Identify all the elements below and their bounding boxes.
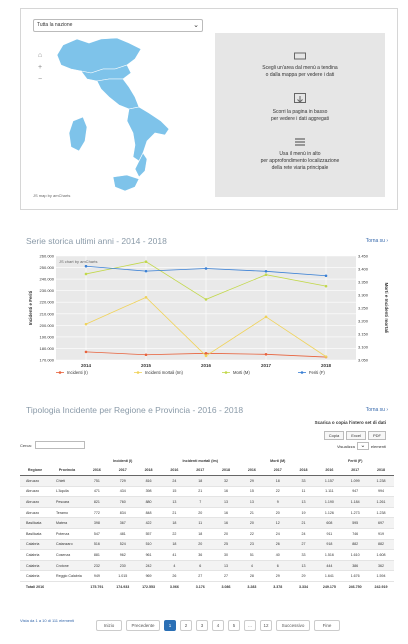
table-cell: 18 [187, 529, 213, 540]
region-select-value: Tutta la nazione [37, 22, 73, 28]
table-cell: 6 [187, 560, 213, 571]
data-point [325, 355, 328, 358]
table-cell: 20 [187, 507, 213, 518]
table-cell: 481 [110, 529, 136, 540]
info-text: Scorri la pagina in basso [272, 109, 328, 115]
table-cell: 1.238 [368, 507, 394, 518]
table-row[interactable] [20, 476, 394, 487]
table-cell: 608 [316, 518, 342, 529]
legend-label: Incidenti (I) [67, 370, 88, 375]
download-label: Scarica o copia l'intero set di dati [314, 420, 386, 425]
legend-marker [137, 371, 140, 374]
table-cell: 1.273 [342, 507, 368, 518]
table-cell: 20 [239, 518, 265, 529]
y-tick-label-left: 260.000 [39, 253, 54, 259]
table-cell: 1.099 [342, 476, 368, 487]
table-cell: 362 [368, 560, 394, 571]
column-header[interactable]: 2017 [110, 465, 136, 476]
table-cell: 557 [136, 529, 162, 540]
info-item-scroll [215, 93, 385, 123]
table-cell: 510 [136, 539, 162, 550]
table-cell: 27 [213, 571, 239, 582]
info-box [215, 33, 385, 197]
table-cell: 1.641 [316, 571, 342, 582]
table-cell: 398 [84, 518, 110, 529]
table-cell: 22 [161, 529, 187, 540]
table-cell: 29 [291, 571, 317, 582]
table-cell: 18 [187, 476, 213, 487]
table-cell: 772 [84, 507, 110, 518]
data-table [20, 456, 394, 592]
pager-page-button[interactable]: 3 [196, 620, 208, 631]
y-tick-label-left: 190.000 [39, 334, 54, 340]
torna-su-link[interactable]: Torna su › [365, 407, 388, 413]
table-cell: 51 [239, 550, 265, 561]
table-cell: 760 [110, 497, 136, 508]
table-cell: Reggio Calabria [50, 571, 84, 582]
table-cell: 11 [291, 486, 317, 497]
table-cell: 26 [161, 571, 187, 582]
totals-cell: 175.791 [84, 582, 110, 593]
hamburger-icon [294, 137, 306, 147]
group-header-incidenti: Incidenti (I) [113, 458, 133, 463]
table-cell: 13 [291, 560, 317, 571]
y-tick-label-left: 220.000 [39, 299, 54, 305]
table-cell: 961 [136, 550, 162, 561]
table-cell: 19 [291, 507, 317, 518]
totals-row [20, 582, 394, 593]
group-header-morti: Morti (M) [270, 458, 286, 463]
y-tick-label-left: 200.000 [39, 322, 54, 328]
table-cell: 25 [213, 539, 239, 550]
table-cell: Potenza [50, 529, 84, 540]
legend-marker [225, 371, 228, 374]
y-tick-label-left: 230.000 [39, 288, 54, 294]
pager-page-button[interactable]: 4 [212, 620, 224, 631]
data-point [85, 273, 88, 276]
table-cell: 13 [213, 497, 239, 508]
table-cell: 27 [291, 539, 317, 550]
map-region-center [97, 79, 139, 109]
legend-label: Feriti (F) [309, 370, 325, 375]
pager-page-button[interactable]: 5 [228, 620, 240, 631]
table-row[interactable] [20, 497, 394, 508]
data-point [205, 298, 208, 301]
table-cell: 21 [291, 518, 317, 529]
data-point [325, 285, 328, 288]
page-length-select[interactable]: ⌄ [357, 442, 369, 450]
table-cell: 834 [110, 507, 136, 518]
table-row[interactable] [20, 560, 394, 571]
table-cell: 1.608 [368, 550, 394, 561]
table-cell: 13 [291, 497, 317, 508]
table-cell: Pescara [50, 497, 84, 508]
column-header[interactable]: 2017 [342, 465, 368, 476]
group-header-empty [20, 456, 84, 465]
table-cell: 1.594 [368, 571, 394, 582]
table-cell: 20 [187, 539, 213, 550]
info-item-menu [215, 137, 385, 172]
info-text: della rete viaria principale [271, 165, 329, 171]
table-cell: 24 [161, 476, 187, 487]
totals-cell: Totali 2016 [20, 582, 50, 593]
table-cell: 881 [84, 550, 110, 561]
table-cell: 230 [110, 560, 136, 571]
table-cell: 547 [84, 529, 110, 540]
scroll-down-icon [294, 93, 306, 105]
series-title: Serie storica ultimi anni - 2014 - 2018 [26, 236, 167, 246]
table-cell: 18 [161, 539, 187, 550]
table-cell: 12 [265, 518, 291, 529]
data-point [85, 265, 88, 268]
table-cell: 242 [136, 560, 162, 571]
table-cell: 232 [84, 560, 110, 571]
table-cell: Crotone [50, 560, 84, 571]
info-text: Scegli un'area dal menù a tendina [262, 65, 338, 71]
table-cell: 969 [136, 571, 162, 582]
totals-cell: 3.086 [213, 582, 239, 593]
column-header[interactable]: 2018 [136, 465, 162, 476]
table-cell: 1.157 [316, 476, 342, 487]
column-header[interactable]: 2016 [161, 465, 187, 476]
data-point [265, 270, 268, 273]
table-cell: 1.676 [342, 571, 368, 582]
table-cell: 821 [84, 497, 110, 508]
table-cell: 16 [213, 507, 239, 518]
info-text: per vedere i dati aggregati [270, 116, 330, 122]
table-cell: 848 [136, 507, 162, 518]
column-header[interactable]: 2016 [316, 465, 342, 476]
table-cell: 20 [265, 507, 291, 518]
pager-last-button[interactable]: Fine [314, 620, 340, 631]
y-tick-label-right: 3.450 [358, 253, 369, 259]
y-tick-label-right: 3.350 [358, 279, 369, 285]
elementi-label: elementi [370, 443, 386, 449]
table-info: Vista da 1 a 10 di 111 elementi [20, 618, 75, 623]
data-point [205, 267, 208, 270]
search-label: Cerca: [20, 442, 32, 448]
table-cell: 524 [110, 539, 136, 550]
totals-cell: 246.750 [342, 582, 368, 593]
table-cell: 595 [342, 518, 368, 529]
table-cell: Calabria [20, 560, 50, 571]
table-cell: 1.261 [368, 497, 394, 508]
table-cell: 1.111 [316, 486, 342, 497]
y-tick-label-left: 180.000 [39, 345, 54, 351]
y-tick-label-right: 3.300 [358, 292, 369, 298]
home-icon[interactable]: ⌂ [37, 52, 43, 59]
totals-cell: 174.933 [110, 582, 136, 593]
x-tick-label: 2016 [200, 363, 212, 368]
table-cell: 1.184 [342, 497, 368, 508]
x-tick-label: 2015 [140, 363, 152, 368]
map-credit: JS map by amCharts [33, 193, 71, 198]
y-axis-label-left: Incidenti e Feriti [28, 290, 33, 326]
table-cell: 11 [187, 518, 213, 529]
y-tick-label-right: 3.400 [358, 266, 369, 272]
pdf-button[interactable]: PDF [368, 431, 386, 440]
table-cell: 994 [368, 486, 394, 497]
search-input[interactable] [35, 441, 85, 449]
table-cell: 18 [265, 476, 291, 487]
table-cell: 1.610 [342, 550, 368, 561]
visualizza-label: Visualizza [336, 443, 355, 449]
table-cell: 471 [84, 486, 110, 497]
totals-cell: 242.919 [368, 582, 394, 593]
totals-cell: 3.334 [291, 582, 317, 593]
menu-icon [294, 51, 306, 61]
table-cell: Calabria [20, 539, 50, 550]
y-tick-label-right: 3.150 [358, 331, 369, 337]
table-cell: 16 [213, 518, 239, 529]
column-header[interactable]: Provincia [50, 465, 84, 476]
table-row[interactable] [20, 507, 394, 518]
table-cell: 13 [213, 560, 239, 571]
table-cell: Chieti [50, 476, 84, 487]
table-cell: 697 [368, 518, 394, 529]
table-cell: 41 [161, 550, 187, 561]
table-cell: 13 [161, 497, 187, 508]
y-tick-label-left: 170.000 [39, 357, 54, 363]
torna-su-link[interactable]: Torna su › [365, 238, 388, 244]
totals-cell: 3.066 [161, 582, 187, 593]
table-cell: 15 [161, 486, 187, 497]
table-row[interactable] [20, 550, 394, 561]
map-region-south [127, 107, 169, 161]
info-text: per approfondimento localizzazione [260, 158, 340, 164]
info-text: o dalla mappa per vedere i dati [265, 72, 335, 78]
table-cell: 816 [136, 476, 162, 487]
data-point [145, 296, 148, 299]
table-search [20, 441, 85, 449]
pager-page-button[interactable]: 2 [180, 620, 192, 631]
table-cell: Basilicata [20, 518, 50, 529]
table-cell: 1.238 [368, 476, 394, 487]
x-tick-label: 2017 [260, 363, 272, 368]
zoom-in-icon[interactable]: + [37, 64, 43, 71]
chevron-down-icon: ⌄ [193, 22, 199, 29]
italy-map[interactable] [43, 29, 193, 194]
table-cell: 422 [136, 518, 162, 529]
pager-page-button[interactable]: 12 [260, 620, 272, 631]
table-cell: 919 [368, 529, 394, 540]
table-cell: 882 [342, 539, 368, 550]
table-cell: 21 [161, 507, 187, 518]
data-point [265, 273, 268, 276]
table-cell: 33 [291, 476, 317, 487]
column-header[interactable]: Regione [20, 465, 50, 476]
table-cell: Abruzzo [20, 507, 50, 518]
info-item-select [215, 51, 385, 79]
table-cell: 729 [110, 476, 136, 487]
table-cell: Calabria [20, 571, 50, 582]
line-chart [26, 252, 390, 378]
table-cell: 367 [110, 518, 136, 529]
table-row[interactable] [20, 529, 394, 540]
table-cell: 29 [265, 571, 291, 582]
pager-first-button[interactable]: Inizio [96, 620, 122, 631]
data-point [265, 353, 268, 356]
totals-cell [50, 582, 84, 593]
table-cell: 746 [342, 529, 368, 540]
table-cell: 15 [239, 486, 265, 497]
table-cell: 386 [342, 560, 368, 571]
table-cell: 1.190 [316, 497, 342, 508]
table-row[interactable] [20, 571, 394, 582]
map-panel [20, 8, 398, 210]
table-cell: 27 [187, 571, 213, 582]
column-header[interactable]: 2017 [187, 465, 213, 476]
table-cell: 21 [187, 486, 213, 497]
data-point [325, 274, 328, 277]
data-point [145, 353, 148, 356]
data-point [85, 351, 88, 354]
table-cell: 13 [239, 497, 265, 508]
table-cell: Abruzzo [20, 497, 50, 508]
table-cell: 4 [161, 560, 187, 571]
y-tick-label-left: 250.000 [39, 265, 54, 271]
table-body [20, 476, 394, 582]
totals-cell: 3.378 [265, 582, 291, 593]
table-cell: 434 [110, 486, 136, 497]
column-header[interactable]: 2017 [265, 465, 291, 476]
table-cell: 398 [136, 486, 162, 497]
table-cell: Abruzzo [20, 486, 50, 497]
table-cell: 29 [239, 476, 265, 487]
table-cell: 911 [316, 529, 342, 540]
info-text: Usa il menù in alto [279, 151, 321, 157]
data-point [205, 355, 208, 358]
group-header-row [20, 456, 394, 465]
table-cell: 33 [291, 550, 317, 561]
data-point [145, 260, 148, 263]
x-tick-label: 2018 [320, 363, 332, 368]
chart-box [26, 252, 390, 378]
y-tick-label-right: 3.250 [358, 305, 369, 311]
table-row[interactable] [20, 539, 394, 550]
table-cell: 23 [239, 539, 265, 550]
table-cell: Abruzzo [20, 476, 50, 487]
table-cell: 962 [110, 550, 136, 561]
pagination [96, 620, 340, 631]
table-cell: Calabria [20, 550, 50, 561]
table-cell: Matera [50, 518, 84, 529]
table-title: Tipologia Incidente per Regione e Provincia - 2016 - 2018 [26, 405, 244, 415]
pager-prev-button[interactable]: Precedente [126, 620, 160, 631]
copy-button[interactable]: Copia [324, 431, 344, 440]
pager-page-button[interactable]: ... [244, 620, 256, 631]
table-cell: 28 [239, 571, 265, 582]
totals-cell: 172.553 [136, 582, 162, 593]
table-cell: Teramo [50, 507, 84, 518]
table-cell: 947 [342, 486, 368, 497]
table-cell: 882 [368, 539, 394, 550]
table-cell: 9 [265, 497, 291, 508]
table-cell: 1.126 [316, 507, 342, 518]
table-cell: 949 [84, 571, 110, 582]
table-cell: Catanzaro [50, 539, 84, 550]
legend-label: Incidenti mortali (Im) [145, 370, 183, 375]
table-cell: 1.516 [316, 550, 342, 561]
table-cell: 444 [316, 560, 342, 571]
group-header-incidenti-mortali: Incidenti mortali (Im) [182, 458, 218, 463]
excel-button[interactable]: Excel [346, 431, 366, 440]
export-buttons [324, 431, 386, 440]
table-cell: 22 [239, 529, 265, 540]
table-cell: 516 [84, 539, 110, 550]
column-header[interactable]: 2016 [239, 465, 265, 476]
column-header[interactable]: 2016 [84, 465, 110, 476]
y-tick-label-right: 3.050 [358, 357, 369, 363]
table-cell: 880 [136, 497, 162, 508]
totals-cell: 249.175 [316, 582, 342, 593]
table-cell: 16 [213, 486, 239, 497]
column-header-row [20, 465, 394, 476]
table-cell: 24 [265, 529, 291, 540]
y-tick-label-left: 240.000 [39, 276, 54, 282]
table-cell: Basilicata [20, 529, 50, 540]
legend-marker [301, 371, 304, 374]
pager-next-button[interactable]: Successivo [276, 620, 310, 631]
legend-marker [59, 371, 62, 374]
table-cell: 4 [239, 560, 265, 571]
data-point [145, 270, 148, 273]
table-row[interactable] [20, 518, 394, 529]
x-tick-label: 2014 [80, 363, 92, 368]
data-point [85, 323, 88, 326]
y-tick-label-left: 210.000 [39, 311, 54, 317]
table-cell: 30 [213, 550, 239, 561]
zoom-out-icon[interactable]: − [37, 76, 43, 83]
data-point [265, 316, 268, 319]
table-cell: 918 [316, 539, 342, 550]
column-header[interactable]: 2018 [291, 465, 317, 476]
table-cell: 21 [239, 507, 265, 518]
table-cell: 22 [265, 486, 291, 497]
column-header[interactable]: 2018 [368, 465, 394, 476]
data-point [205, 352, 208, 355]
table-cell: 20 [213, 529, 239, 540]
table-cell: Cosenza [50, 550, 84, 561]
totals-cell: 3.283 [239, 582, 265, 593]
y-tick-label-right: 3.200 [358, 318, 369, 324]
table-cell: 24 [291, 529, 317, 540]
table-cell: 7 [187, 497, 213, 508]
table-cell: 1.015 [110, 571, 136, 582]
map-region-sicily [113, 175, 139, 191]
group-header-feriti: Feriti (F) [348, 458, 363, 463]
table-cell: 32 [213, 476, 239, 487]
table-cell: 18 [161, 518, 187, 529]
table-cell: 6 [265, 560, 291, 571]
table-cell: 36 [187, 550, 213, 561]
y-tick-label-right: 3.100 [358, 344, 369, 350]
table-cell: L'Aquila [50, 486, 84, 497]
table-cell: 751 [84, 476, 110, 487]
column-header[interactable]: 2018 [213, 465, 239, 476]
page-length [337, 442, 386, 450]
table-row[interactable] [20, 486, 394, 497]
pager-page-button[interactable]: 1 [164, 620, 176, 631]
table-cell: 26 [265, 539, 291, 550]
y-axis-label-right: Morti e Incidenti mortali [384, 282, 389, 334]
totals-cell: 3.176 [187, 582, 213, 593]
legend-label: Morti (M) [233, 370, 250, 375]
table-cell: 40 [265, 550, 291, 561]
map-region-sardinia [69, 117, 87, 151]
chart-credit: JS chart by amCharts [59, 259, 98, 264]
